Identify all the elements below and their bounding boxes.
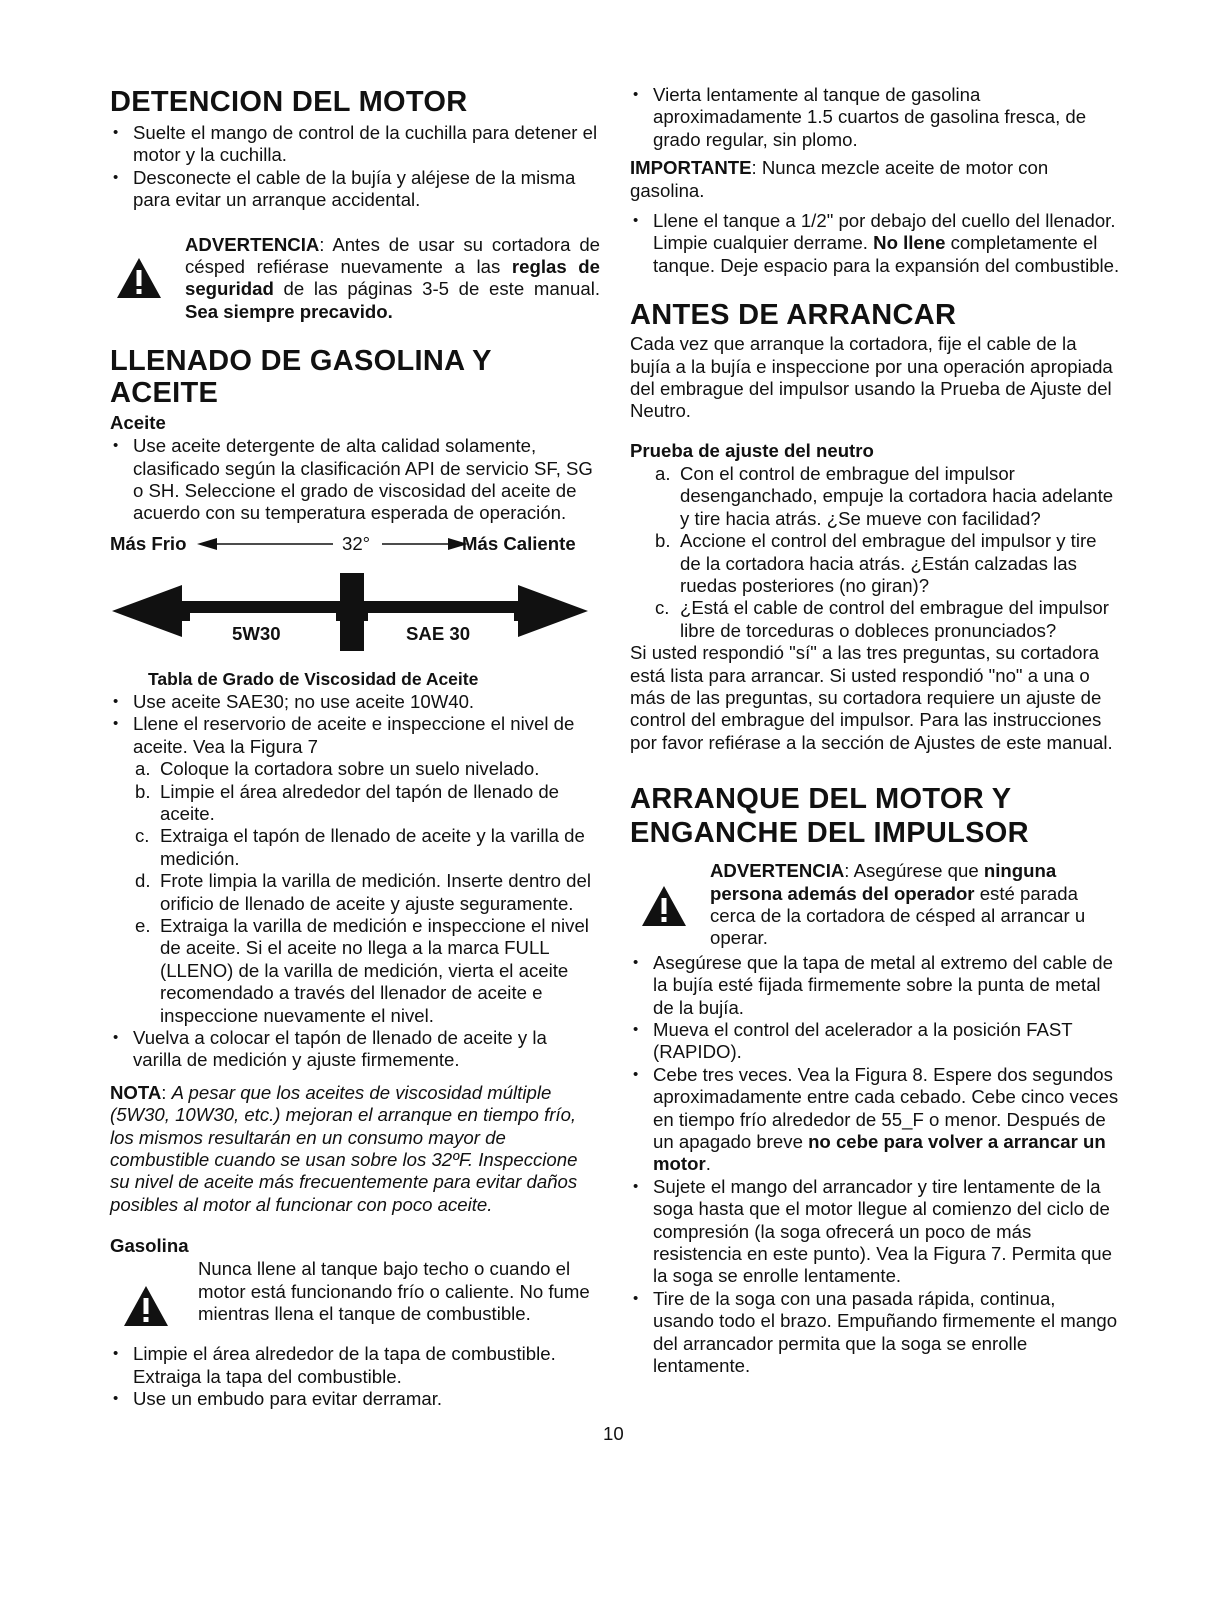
list-item: a. Con el control de embrague del impulsor desenganchado, empuje la cortadora hacia adelante y tire hacia atrás. ¿Se mueve con facilidad?: [655, 462, 1114, 529]
list-item: • Vuelva a colocar el tapón de llenado de aceite y la varilla de medición y ajuste firmemente.: [133, 1027, 600, 1072]
list-item: a. Coloque la cortadora sobre un suelo nivelado.: [135, 758, 540, 780]
antes-heading: ANTES DE ARRANCAR: [630, 299, 957, 332]
list-item: • Mueva el control del acelerador a la posición FAST (RAPIDO).: [653, 1019, 1120, 1064]
warning-icon: [640, 884, 688, 928]
left-column: [110, 78, 600, 1411]
list-item: • Sujete el mango del arrancador y tire lentamente de la soga hasta que el motor llegue al comienzo del ciclo de compresión (la soga ofrecerá un poco de más resistencia en este punto). Vea la Figura 7. Permita que la soga se enrolle lentamente.: [653, 1176, 1120, 1288]
list-item: c. Extraiga el tapón de llenado de aceite y la varilla de medición.: [135, 825, 585, 869]
list-item: • Llene el reservorio de aceite e inspeccione el nivel de aceite. Vea la Figura 7: [133, 713, 600, 758]
page-number: 10: [603, 1423, 624, 1444]
gasolina-heading: Gasolina: [110, 1235, 189, 1257]
detencion-heading: DETENCION DEL MOTOR: [110, 86, 468, 118]
oil-list-2: [110, 1027, 600, 1072]
list-item: • Desconecte el cable de la bujía y aléjese de la misma para evitar un arranque accidental.: [133, 167, 600, 212]
gas-list-continued: [630, 84, 1120, 151]
scale-hot-label: Más Caliente: [462, 532, 576, 554]
list-item: b. Limpie el área alrededor del tapón de llenado de aceite.: [135, 780, 560, 824]
operator-warning: [630, 860, 1120, 950]
oil-steps: [110, 758, 600, 1027]
list-item: • Asegúrese que la tapa de metal al extremo del cable de la bujía esté fijada firmemente sobre la punta de metal de la bujía.: [653, 952, 1120, 1019]
safety-warning: [110, 234, 600, 324]
arrow-right-icon: [380, 535, 470, 555]
gas-list: [110, 1343, 600, 1410]
arrow-left-icon: [195, 535, 335, 555]
list-item: e. Extraiga la varilla de medición e inspeccione el nivel de aceite. Si el aceite no llega a la marca FULL (LLENO) de la varilla de medición, vierta el aceite recomendado a través del llenador de aceite e inspeccione nuevamente el nivel.: [135, 914, 589, 1026]
viscosity-chart: [110, 571, 600, 659]
list-item: • Tire de la soga con una pasada rápida, continua, usando todo el brazo. Empuñando firmemente el mango del arrancador permita que la soga se enrolle lentamente.: [653, 1288, 1120, 1378]
safety-warning-text: ADVERTENCIA: Antes de usar su cortadora de césped refiérase nuevamente a las reglas de seguridad de las páginas 3-5 de este manual. Sea siempre precavido.: [185, 233, 600, 322]
antes-intro: Cada vez que arranque la cortadora, fije el cable de la bujía a la bujía e inspeccione por una operación apropiada del embrague del impulsor usando la Prueba de Ajuste del Neutro.: [630, 333, 1113, 422]
warning-icon: [115, 256, 163, 300]
prueba-conclusion: Si usted respondió "sí" a las tres preguntas, su cortadora está lista para arrancar. Si usted respondió "no" a una o más de las preguntas, su cortadora requiere un ajuste de control del embrague del impulsor. Para las instrucciones por favor refiérase a la sección de Ajustes de este manual.: [630, 642, 1113, 753]
temperature-scale: [110, 533, 600, 563]
list-item: • Suelte el mango de control de la cuchilla para detener el motor y la cuchilla.: [133, 122, 600, 167]
list-item: • Use un embudo para evitar derramar.: [133, 1388, 600, 1410]
detencion-list: [110, 122, 600, 212]
list-item: • Vierta lentamente al tanque de gasolina aproximadamente 1.5 cuartos de gasolina fresca, de grado regular, sin plomo.: [653, 84, 1120, 151]
oil-list: [110, 691, 600, 758]
list-item: b. Accione el control del embrague del impulsor y tire de la cortadora hacia atrás. ¿Están calzadas las ruedas posteriores (no giran)?: [655, 530, 1097, 596]
arranque-heading: ARRANQUE DEL MOTOR Y ENGANCHE DEL IMPULSOR: [630, 783, 1029, 850]
scale-cold-label: Más Frio: [110, 532, 187, 554]
list-item: • Cebe tres veces. Vea la Figura 8. Espere dos segundos aproximadamente entre cada cebado. Cebe cinco veces en tiempo frío alrededor de 55_F o menor. Después de un apagado breve no cebe para volver a arrancar un motor.: [653, 1064, 1120, 1176]
list-item: d. Frote limpia la varilla de medición. Inserte dentro del orificio de llenado de aceite y ajuste seguramente.: [135, 870, 591, 914]
list-item: • Llene el tanque a 1/2" por debajo del cuello del llenador. Limpie cualquier derrame. No llene completamente el tanque. Deje espacio para la expansión del combustible.: [653, 210, 1120, 277]
llenado-heading: LLENADO DE GASOLINA Y ACEITE: [110, 345, 492, 410]
operator-warning-text: ADVERTENCIA: Asegúrese que ninguna persona además del operador esté parada cerca de la cortadora de césped al arrancar u operar.: [710, 860, 1086, 949]
list-item: • Use aceite SAE30; no use aceite 10W40.: [133, 691, 600, 713]
list-item: • Limpie el área alrededor de la tapa de combustible. Extraiga la tapa del combustible.: [133, 1343, 600, 1388]
arranque-list: [630, 952, 1120, 1378]
grade-sae30: SAE 30: [406, 622, 471, 644]
warning-icon: [122, 1284, 170, 1328]
prueba-steps: [630, 463, 1120, 642]
prueba-heading: Prueba de ajuste del neutro: [630, 439, 874, 461]
list-item: • Use aceite detergente de alta calidad solamente, clasificado según la clasificación API de servicio SF, SG o SH. Seleccione el grado de viscosidad del aceite de acuerdo con su temperatura esperada de operación.: [133, 435, 600, 525]
aceite-list: [110, 435, 600, 525]
aceite-heading: Aceite: [110, 412, 166, 434]
fuel-warning: [110, 1258, 600, 1325]
scale-temperature: 32°: [342, 532, 371, 554]
importante-paragraph: IMPORTANTE: Nunca mezcle aceite de motor con gasolina.: [630, 157, 1049, 201]
right-column: [630, 84, 1120, 1378]
viscosity-table-caption: Tabla de Grado de Viscosidad de Aceite: [148, 668, 479, 689]
viscosity-arrow-graphic: [110, 571, 590, 651]
grade-5w30: 5W30: [232, 622, 281, 644]
fuel-warning-text: Nunca llene al tanque bajo techo o cuando el motor está funcionando frío o caliente. No fume mientras llena el tanque de combustible.: [198, 1258, 590, 1325]
list-item: c. ¿Está el cable de control del embrague del impulsor libre de torceduras o dobleces pronunciados?: [655, 597, 1109, 641]
nota-paragraph: NOTA: A pesar que los aceites de viscosidad múltiple (5W30, 10W30, etc.) mejoran el arranque en tiempo frío, los mismos resultarán en un consumo mayor de combustible cuando se usan sobre los 32ºF. Inspeccione su nivel de aceite más frecuentemente para evitar daños posibles al motor al funcionar con poco aceite.: [110, 1081, 578, 1215]
gas-list-continued-2: [630, 210, 1120, 277]
